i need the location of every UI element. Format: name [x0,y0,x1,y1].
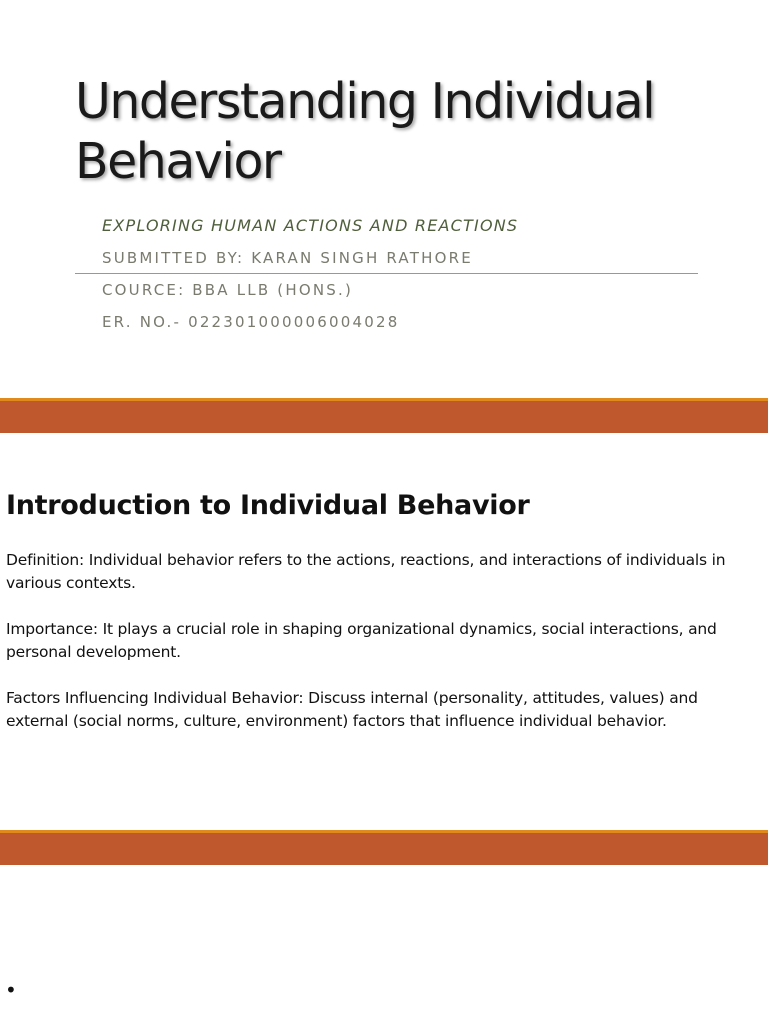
definition-paragraph: Definition: Individual behavior refers to the actions, reactions, and interactions of individuals in various contexts. [6,551,726,592]
course-info: COURCE: BBA LLB (HONS.) [102,281,353,299]
slide-separator-band [0,398,768,433]
enrollment-number: ER. NO.- 022301000006004028 [102,313,400,331]
importance-paragraph: Importance: It plays a crucial role in shaping organizational dynamics, social interactions, and personal development. [6,620,717,661]
slide-title: Understanding Individual Behavior [75,73,655,190]
slide-separator-band [0,830,768,865]
slide-subtitle: EXPLORING HUMAN ACTIONS AND REACTIONS [102,216,519,235]
factors-paragraph: Factors Influencing Individual Behavior: Discuss internal (personality, attitudes, values) and external (social norms, culture, environment) factors that influence individual behavior. [6,689,698,730]
bullet-point: • [5,978,17,1002]
title-slide [0,0,768,400]
divider-line [75,273,698,274]
intro-title: Introduction to Individual Behavior [6,490,530,521]
submitted-by: SUBMITTED BY: KARAN SINGH RATHORE [102,249,473,267]
